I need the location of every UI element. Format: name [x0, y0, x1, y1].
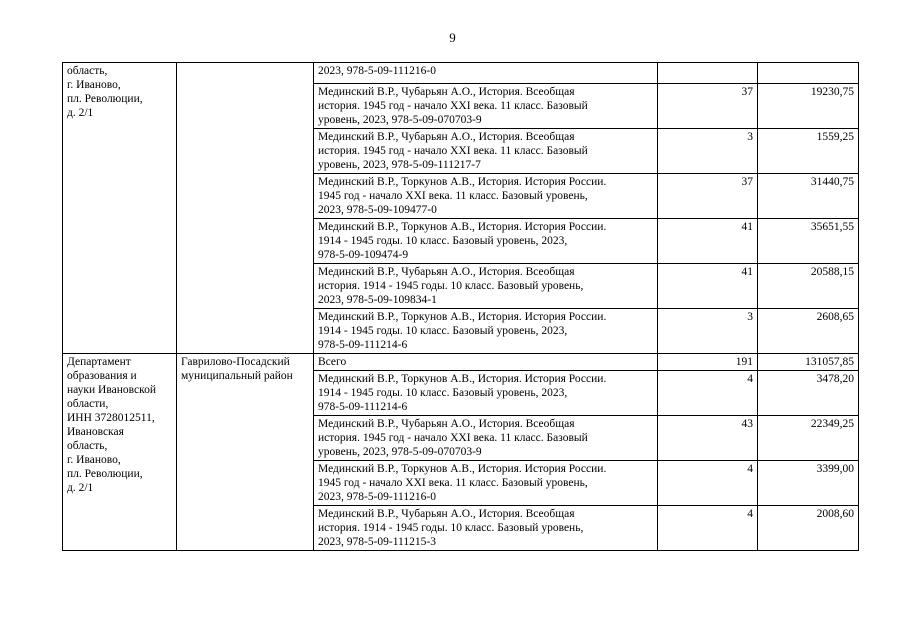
total-quantity-cell: 191 — [658, 354, 758, 371]
sum-cell: 1559,25 — [758, 129, 859, 174]
sum-cell: 19230,75 — [758, 84, 859, 129]
book-cell: Мединский В.Р., Чубарьян А.О., История. Всеобщая история. 1945 год - начало XXI века. 11 класс. Базовый уровень, 2023, 978-5-09-111217-7 — [314, 129, 658, 174]
quantity-cell: 41 — [658, 264, 758, 309]
sum-cell: 20588,15 — [758, 264, 859, 309]
quantity-cell: 37 — [658, 84, 758, 129]
table-row — [63, 63, 859, 84]
quantity-cell: 3 — [658, 309, 758, 354]
book-cell: Мединский В.Р., Чубарьян А.О., История. Всеобщая история. 1914 - 1945 годы. 10 класс. Базовый уровень, 2023, 978-5-09-109834-1 — [314, 264, 658, 309]
sum-cell: 22349,25 — [758, 416, 859, 461]
sum-cell — [758, 63, 859, 84]
book-cell: Мединский В.Р., Торкунов А.В., История. История России. 1914 - 1945 годы. 10 класс. Базовый уровень, 2023, 978-5-09-111214-6 — [314, 309, 658, 354]
book-cell: Мединский В.Р., Торкунов А.В., История. История России. 1945 год - начало XXI века. 11 класс. Базовый уровень, 2023, 978-5-09-111216-0 — [314, 461, 658, 506]
book-cell: Мединский В.Р., Торкунов А.В., История. История России. 1914 - 1945 годы. 10 класс. Базовый уровень, 2023, 978-5-09-109474-9 — [314, 219, 658, 264]
quantity-cell: 43 — [658, 416, 758, 461]
quantity-cell: 37 — [658, 174, 758, 219]
book-cell: 2023, 978-5-09-111216-0 — [314, 63, 658, 84]
total-sum-cell: 131057,85 — [758, 354, 859, 371]
book-cell: Мединский В.Р., Чубарьян А.О., История. Всеобщая история. 1914 - 1945 годы. 10 класс. Базовый уровень, 2023, 978-5-09-111215-3 — [314, 506, 658, 551]
sum-cell: 3478,20 — [758, 371, 859, 416]
book-cell: Мединский В.Р., Торкунов А.В., История. История России. 1914 - 1945 годы. 10 класс. Базовый уровень, 2023, 978-5-09-111214-6 — [314, 371, 658, 416]
organization-cell: Департамент образования и науки Ивановской области, ИНН 3728012511, Ивановская область, г. Иваново, пл. Революции, д. 2/1 — [63, 354, 177, 551]
quantity-cell: 4 — [658, 371, 758, 416]
quantity-cell: 4 — [658, 461, 758, 506]
sum-cell: 2608,65 — [758, 309, 859, 354]
textbook-distribution-table — [62, 62, 859, 551]
sum-cell: 35651,55 — [758, 219, 859, 264]
district-cell: Гаврилово-Посадский муниципальный район — [177, 354, 314, 551]
book-cell: Мединский В.Р., Чубарьян А.О., История. Всеобщая история. 1945 год - начало XXI века. 11 класс. Базовый уровень, 2023, 978-5-09-070703-9 — [314, 416, 658, 461]
quantity-cell — [658, 63, 758, 84]
page-number: 9 — [449, 30, 456, 45]
organization-cell: область, г. Иваново, пл. Революции, д. 2/1 — [63, 63, 177, 354]
quantity-cell: 3 — [658, 129, 758, 174]
sum-cell: 2008,60 — [758, 506, 859, 551]
book-cell: Мединский В.Р., Торкунов А.В., История. История России. 1945 год - начало XXI века. 11 класс. Базовый уровень, 2023, 978-5-09-109477-0 — [314, 174, 658, 219]
sum-cell: 31440,75 — [758, 174, 859, 219]
book-cell: Мединский В.Р., Чубарьян А.О., История. Всеобщая история. 1945 год - начало XXI века. 11 класс. Базовый уровень, 2023, 978-5-09-070703-9 — [314, 84, 658, 129]
total-label-cell: Всего — [314, 354, 658, 371]
district-cell — [177, 63, 314, 354]
sum-cell: 3399,00 — [758, 461, 859, 506]
quantity-cell: 4 — [658, 506, 758, 551]
quantity-cell: 41 — [658, 219, 758, 264]
table-row — [63, 354, 859, 371]
